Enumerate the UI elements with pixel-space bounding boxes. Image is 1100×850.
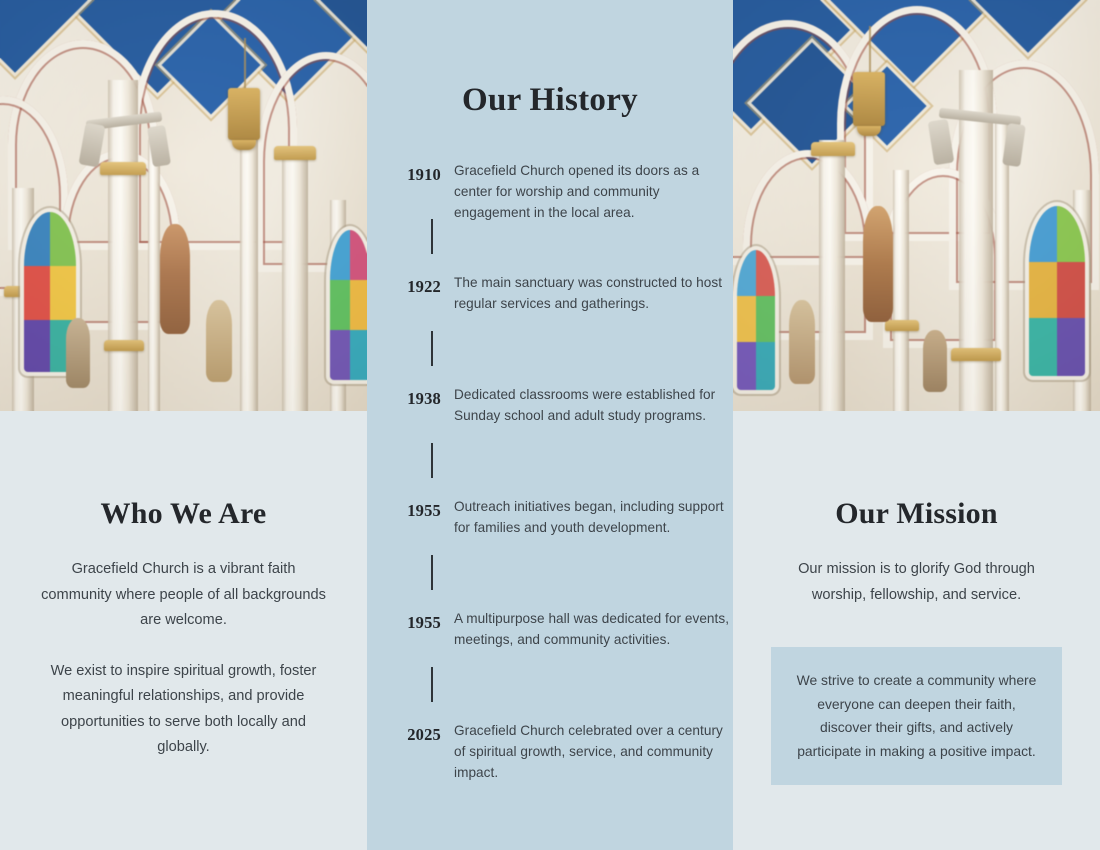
stained-glass-window xyxy=(330,230,367,380)
timeline-entry xyxy=(367,160,733,272)
who-we-are-title: Who We Are xyxy=(100,497,267,530)
timeline-year: 1938 xyxy=(407,389,441,408)
saint-statue xyxy=(206,300,232,382)
timeline-entry xyxy=(367,608,733,720)
who-we-are-section xyxy=(0,411,367,850)
our-mission-section xyxy=(733,411,1100,850)
gold-column-capital xyxy=(104,340,144,351)
timeline-description: Outreach initiatives began, including support for families and youth development. xyxy=(454,499,724,535)
history-timeline xyxy=(367,160,733,783)
stained-glass-window xyxy=(737,250,775,390)
photo-base-right xyxy=(733,0,1100,411)
saint-statue xyxy=(66,318,90,388)
hanging-gold-lamp-base xyxy=(857,126,881,136)
saint-statue xyxy=(160,224,190,334)
church-interior-photo-left xyxy=(0,0,367,411)
who-we-are-paragraph-1: Gracefield Church is a vibrant faith community where people of all backgrounds are welcome. xyxy=(41,561,326,628)
church-pier-column xyxy=(240,120,258,411)
church-pier-column xyxy=(893,170,909,411)
timeline-connector-line xyxy=(431,331,433,366)
timeline-description: The main sanctuary was constructed to host regular services and gatherings. xyxy=(454,275,723,311)
timeline-entry xyxy=(367,496,733,608)
church-pier-column xyxy=(148,140,160,411)
church-pier-column xyxy=(282,150,308,411)
saint-statue xyxy=(789,300,815,384)
timeline-connector-line xyxy=(431,667,433,702)
timeline-description: Gracefield Church opened its doors as a center for worship and community engagement in the local area. xyxy=(454,163,700,220)
saint-statue xyxy=(923,330,947,392)
timeline-year: 1955 xyxy=(407,613,441,632)
photo-base-left xyxy=(0,0,367,411)
our-mission-highlight-box: We strive to create a community where everyone can deepen their faith, discover their gifts, and actively participate in making a positive impact. xyxy=(771,647,1062,785)
timeline-description: Dedicated classrooms were established for Sunday school and adult study programs. xyxy=(454,387,716,423)
church-pier-column xyxy=(819,140,845,411)
hanging-gold-lamp xyxy=(228,88,260,140)
our-mission-paragraph-1: Our mission is to glorify God through worship, fellowship, and service. xyxy=(798,561,1035,603)
saint-statue xyxy=(863,206,893,322)
lamp-chain xyxy=(244,38,246,90)
timeline-entry xyxy=(367,384,733,496)
hanging-gold-lamp-base xyxy=(232,140,256,150)
gold-column-capital xyxy=(885,320,919,331)
hanging-gold-lamp xyxy=(853,72,885,126)
timeline-entry xyxy=(367,272,733,384)
church-pier-column xyxy=(108,80,138,411)
church-interior-photo-right xyxy=(733,0,1100,411)
stained-glass-window xyxy=(1029,206,1085,376)
gold-column-capital xyxy=(951,348,1001,361)
gold-column-capital xyxy=(811,142,855,156)
who-we-are-paragraph-2: We exist to inspire spiritual growth, foster meaningful relationships, and provide opportunities to serve both locally and globally. xyxy=(50,662,317,755)
lamp-chain xyxy=(869,26,871,74)
timeline-year: 1955 xyxy=(407,501,441,520)
timeline-description: A multipurpose hall was dedicated for events, meetings, and community activities. xyxy=(454,611,730,647)
timeline-connector-line xyxy=(431,555,433,590)
timeline-year: 1910 xyxy=(407,165,441,184)
timeline-connector-line xyxy=(431,443,433,478)
gold-column-capital xyxy=(274,146,316,160)
timeline-entry xyxy=(367,720,733,783)
our-mission-title: Our Mission xyxy=(835,497,998,530)
timeline-connector-line xyxy=(431,219,433,254)
timeline-year: 1922 xyxy=(407,277,441,296)
history-section xyxy=(367,0,733,850)
timeline-year: 2025 xyxy=(407,725,441,744)
who-we-are-body xyxy=(38,557,329,761)
our-mission-body xyxy=(771,557,1062,608)
gold-column-capital xyxy=(100,162,146,175)
timeline-description: Gracefield Church celebrated over a century of spiritual growth, service, and community impact. xyxy=(454,723,723,780)
history-title: Our History xyxy=(462,82,638,118)
